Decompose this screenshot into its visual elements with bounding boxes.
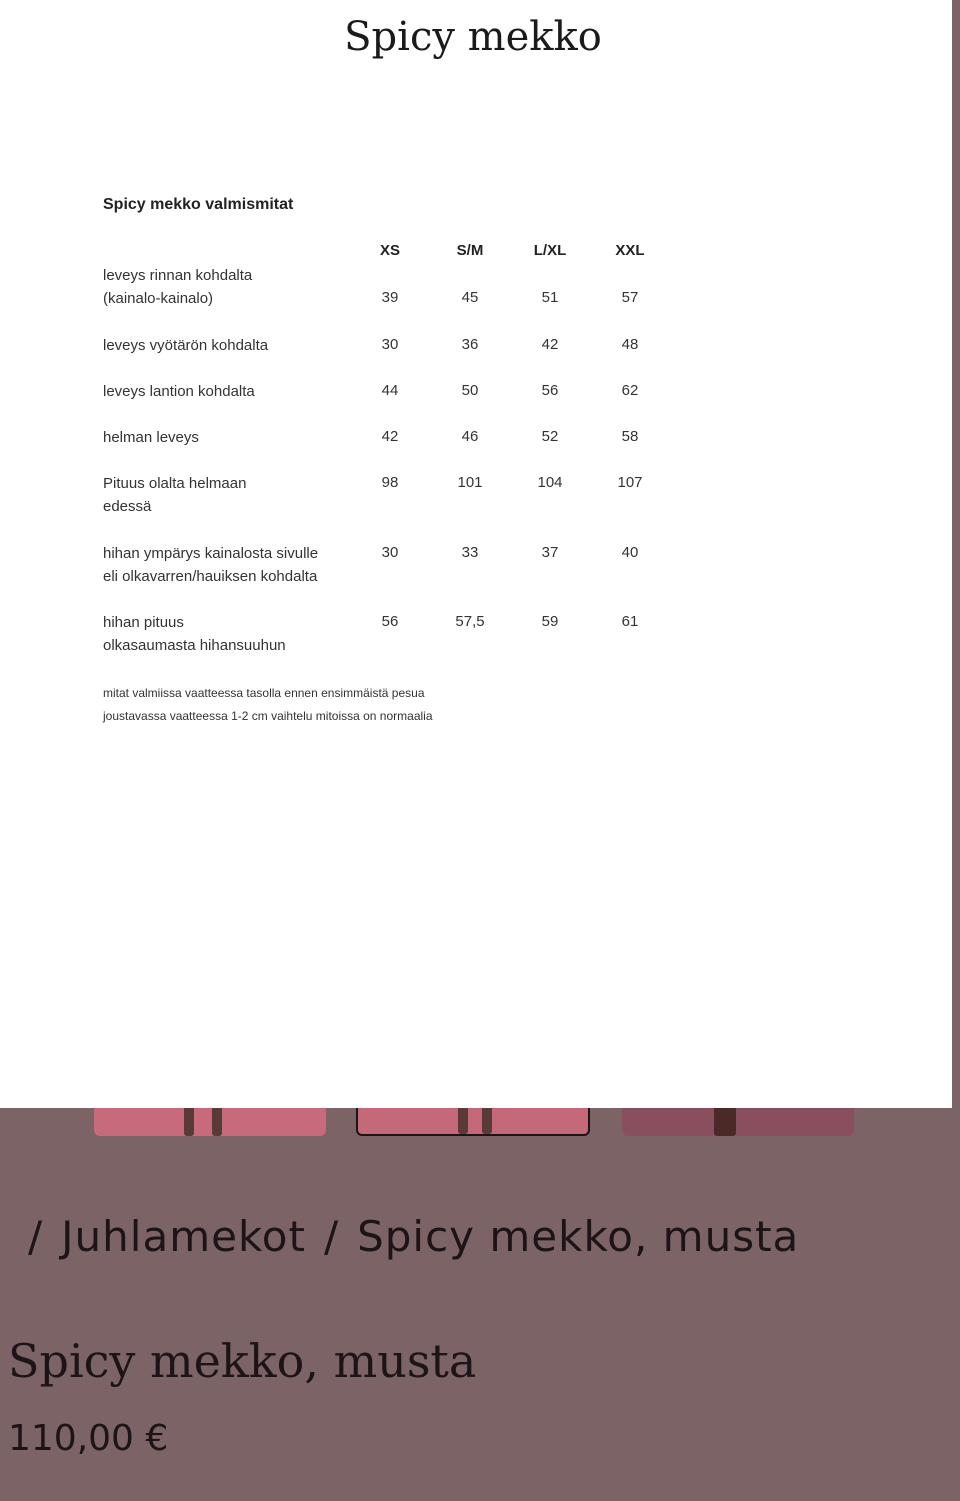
size-cell: 104 — [537, 474, 563, 491]
breadcrumb-separator: / — [323, 1212, 340, 1261]
size-cell: 48 — [621, 336, 639, 353]
size-cell: 46 — [461, 428, 479, 445]
size-cell: 98 — [381, 474, 399, 491]
breadcrumb-item-juhlamekot[interactable]: Juhlamekot — [61, 1212, 306, 1261]
size-row-label: leveys lantion kohdalta — [103, 383, 255, 400]
size-cell: 30 — [381, 336, 399, 353]
modal-title: Spicy mekko — [344, 14, 602, 60]
size-cell: 45 — [461, 289, 479, 306]
size-cell: 101 — [457, 474, 483, 491]
size-cell: 56 — [381, 613, 399, 630]
size-cell: 39 — [381, 289, 399, 306]
size-column-header: XS — [379, 242, 400, 259]
size-row-label: hihan ympärys kainalosta sivulle eli olkavarren/hauiksen kohdalta — [103, 545, 319, 585]
size-cell: 37 — [541, 544, 559, 561]
breadcrumb-separator: / — [28, 1212, 44, 1261]
size-row-label: helman leveys — [103, 429, 199, 446]
size-cell: 42 — [381, 428, 399, 445]
size-chart-note: joustavassa vaatteessa 1-2 cm vaihtelu mitoissa on normaalia — [103, 709, 433, 723]
size-cell: 57 — [621, 289, 639, 306]
size-row-label: Pituus olalta helmaan edessä — [103, 475, 247, 515]
size-cell: 62 — [621, 382, 639, 399]
size-cell: 50 — [461, 382, 479, 399]
breadcrumb — [28, 1212, 799, 1261]
size-cell: 42 — [541, 336, 559, 353]
size-column-header: L/XL — [533, 242, 567, 259]
size-cell: 61 — [621, 613, 639, 630]
size-cell: 56 — [541, 382, 559, 399]
size-cell: 57,5 — [455, 613, 485, 630]
size-cell: 36 — [461, 336, 479, 353]
size-chart-note: mitat valmiissa vaatteessa tasolla ennen ensimmäistä pesua — [103, 686, 425, 700]
size-row-label: hihan pituus olkasaumasta hihansuuhun — [103, 614, 286, 654]
size-row-label: leveys rinnan kohdalta (kainalo-kainalo) — [103, 267, 253, 307]
size-cell: 59 — [541, 613, 559, 630]
size-row-label: leveys vyötärön kohdalta — [103, 337, 269, 354]
size-cell: 51 — [541, 289, 559, 306]
size-cell: 30 — [381, 544, 399, 561]
size-column-header: S/M — [456, 242, 484, 259]
size-cell: 33 — [461, 544, 479, 561]
size-column-header: XXL — [615, 242, 645, 259]
size-cell: 107 — [617, 474, 643, 491]
size-chart-heading: Spicy mekko valmismitat — [103, 196, 294, 213]
size-cell: 40 — [621, 544, 639, 561]
size-cell: 44 — [381, 382, 399, 399]
size-cell: 58 — [621, 428, 639, 445]
breadcrumb-item-current: Spicy mekko, musta — [357, 1212, 800, 1261]
size-cell: 52 — [541, 428, 559, 445]
product-title: Spicy mekko, musta — [8, 1334, 477, 1388]
product-price: 110,00 € — [8, 1418, 169, 1459]
